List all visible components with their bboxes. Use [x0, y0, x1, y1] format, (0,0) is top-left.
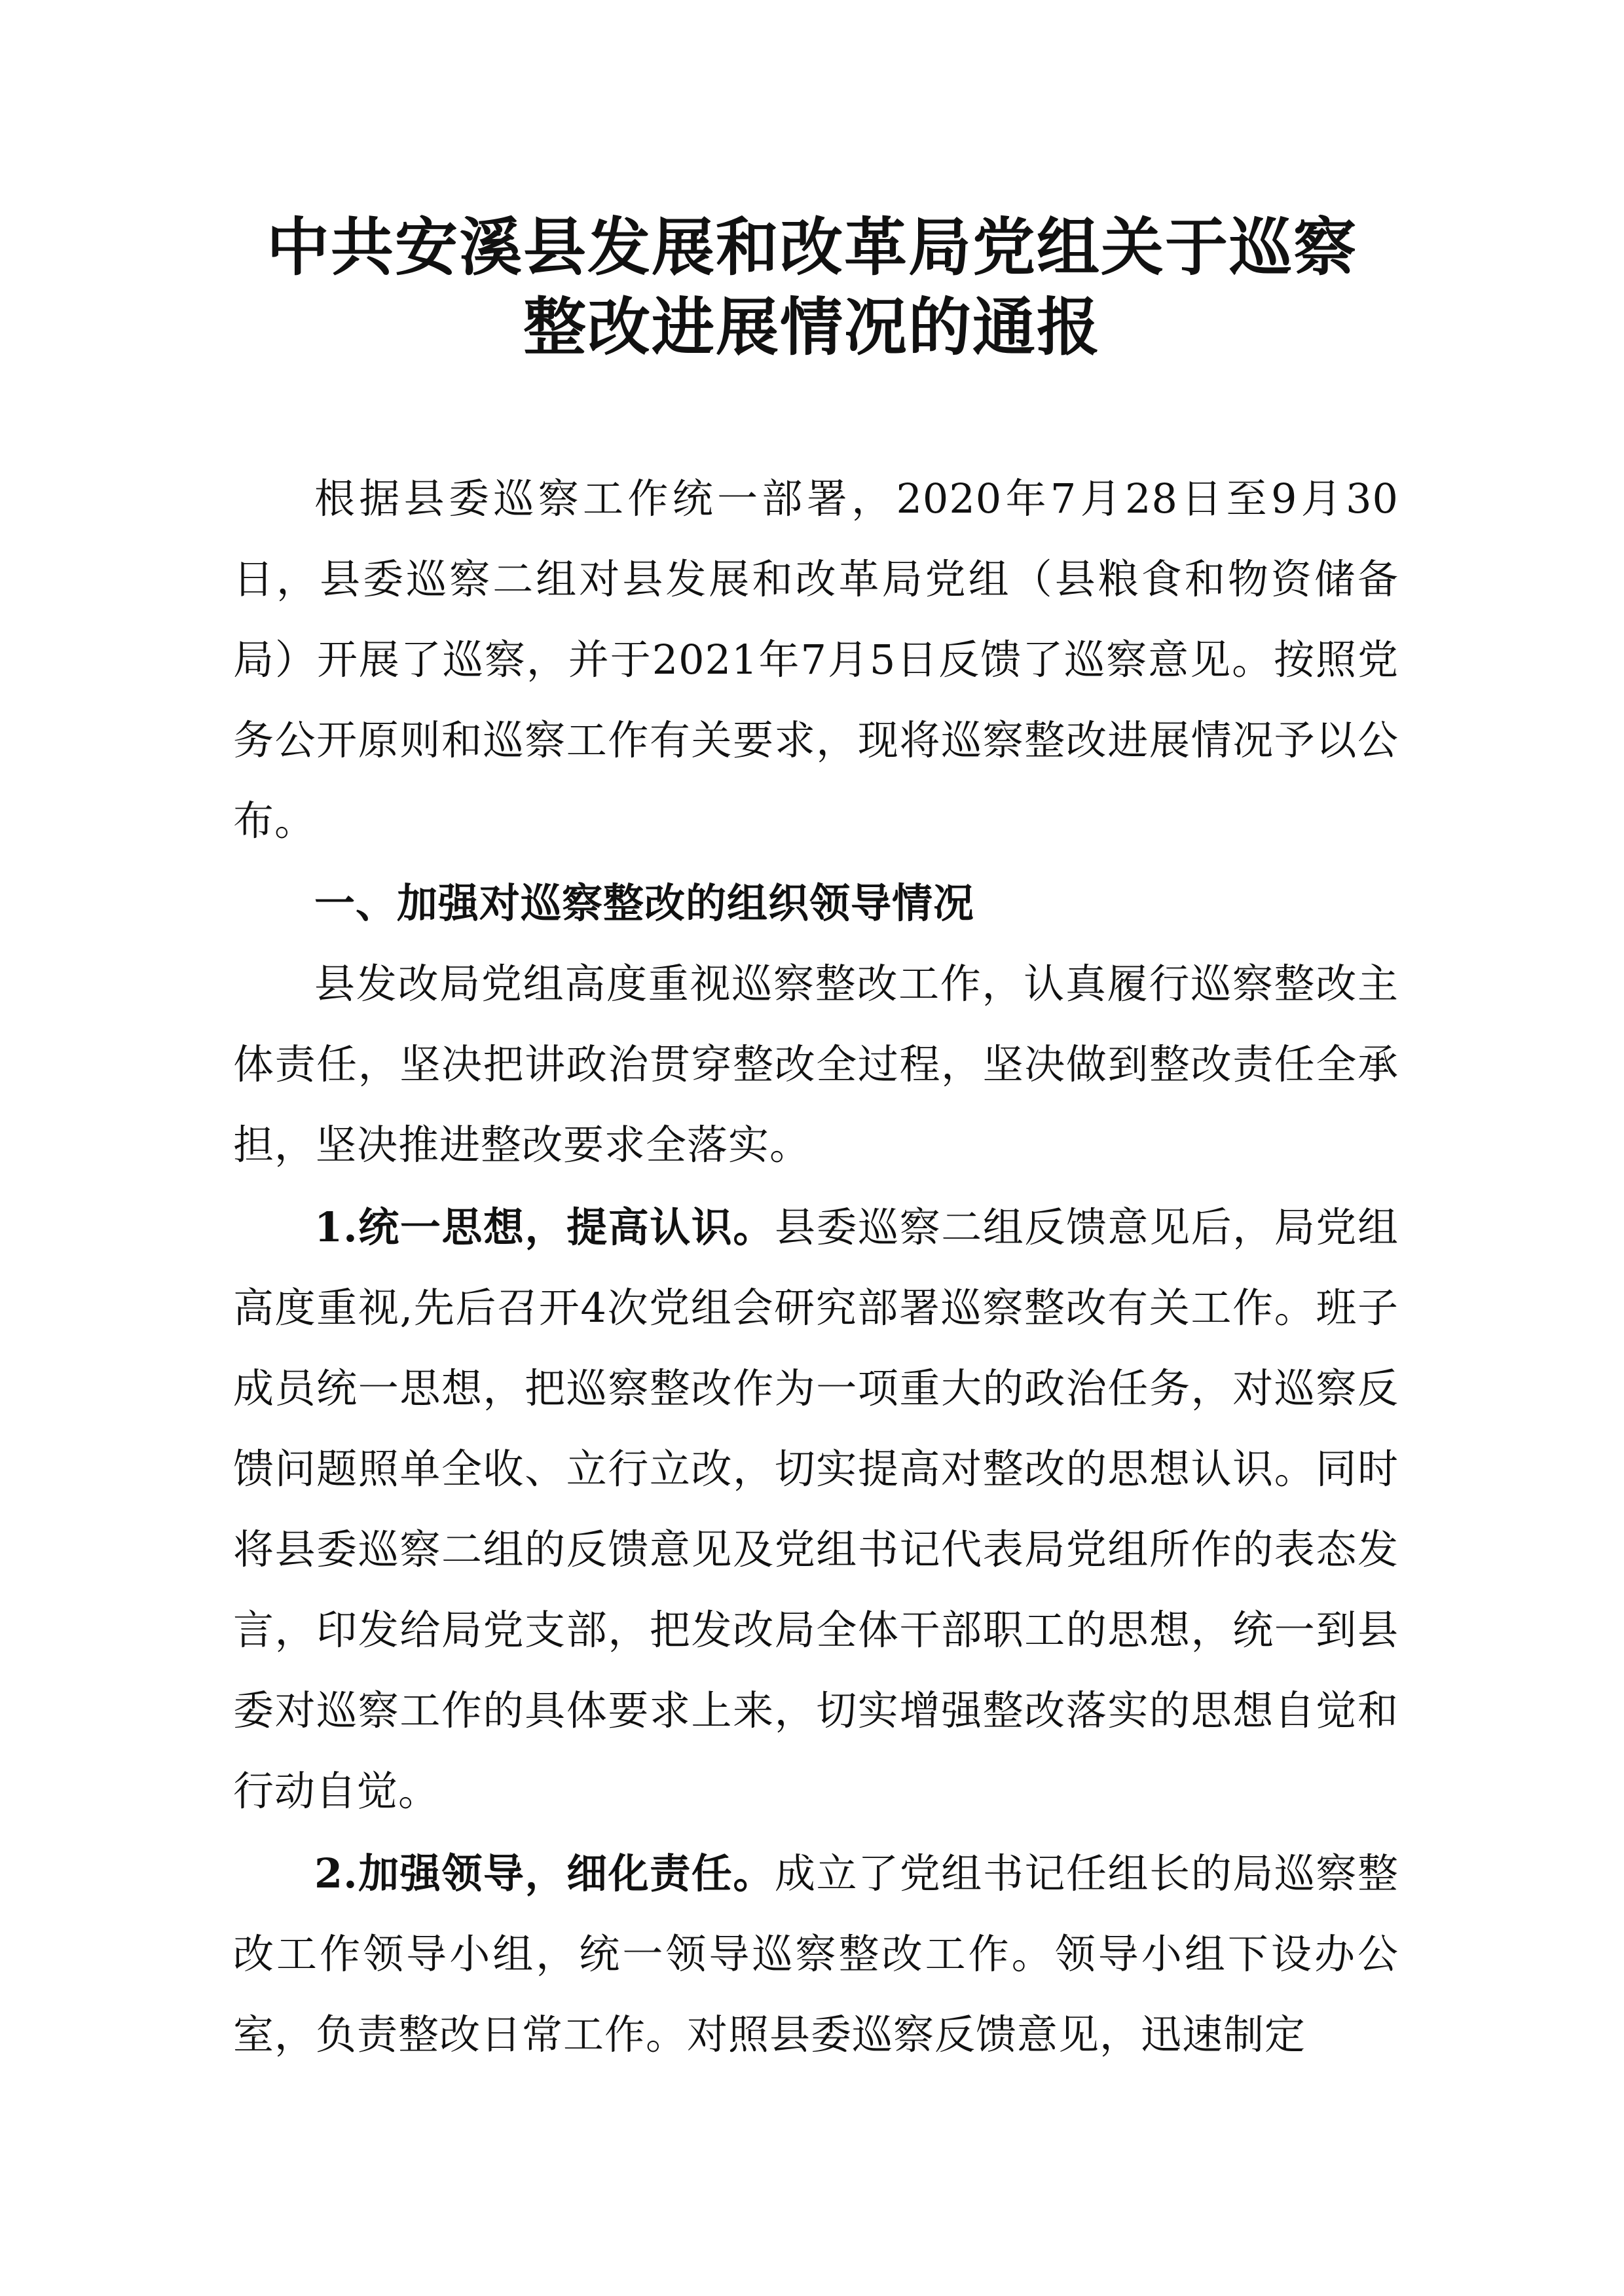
- section-1-paragraph: 县发改局党组高度重视巡察整改工作，认真履行巡察整改主体责任，坚决把讲政治贯穿整改全过程，坚决做到整改责任全承担，坚决推进整改要求全落实。: [233, 960, 1399, 1169]
- section-1-heading: 一、加强对巡察整改的组织领导情况: [314, 879, 975, 927]
- item-1-text: 县委巡察二组反馈意见后，局党组高度重视,先后召开4次党组会研究部署巡察整改有关工作。班子成员统一思想，把巡察整改作为一项重大的政治任务，对巡察反馈问题照单全收、立行立改，切实提高对整改的思想认识。同时将县委巡察二组的反馈意见及党组书记代表局党组所作的表态发言，印发给局党支部，把发改局全体干部职工的思想，统一到县委对巡察工作的具体要求上来，切实增强整改落实的思想自觉和行动自觉。: [233, 1203, 1399, 1815]
- item-2-lead: 2.加强领导，细化责任。: [314, 1850, 775, 1897]
- document-title-line-1: 中共安溪县发展和改革局党组关于巡察: [267, 210, 1357, 284]
- item-1-lead: 1.统一思想，提高认识。: [314, 1203, 775, 1251]
- document-title-line-2: 整改进展情况的通报: [523, 290, 1101, 364]
- document-body: [233, 458, 1399, 2077]
- item-2-paragraph: [233, 1833, 1399, 2075]
- intro-paragraph: 根据县委巡察工作统一部署，2020年7月28日至9月30日，县委巡察二组对县发展和改革局党组（县粮食和物资储备局）开展了巡察，并于2021年7月5日反馈了巡察意见。按照党务公开原则和巡察工作有关要求，现将巡察整改进展情况予以公布。: [233, 475, 1399, 845]
- item-2-text: 成立了党组书记任组长的局巡察整改工作领导小组，统一领导巡察整改工作。领导小组下设办公室，负责整改日常工作。对照县委巡察反馈意见，迅速制定: [233, 1850, 1399, 2058]
- item-1-paragraph: [233, 1187, 1399, 1831]
